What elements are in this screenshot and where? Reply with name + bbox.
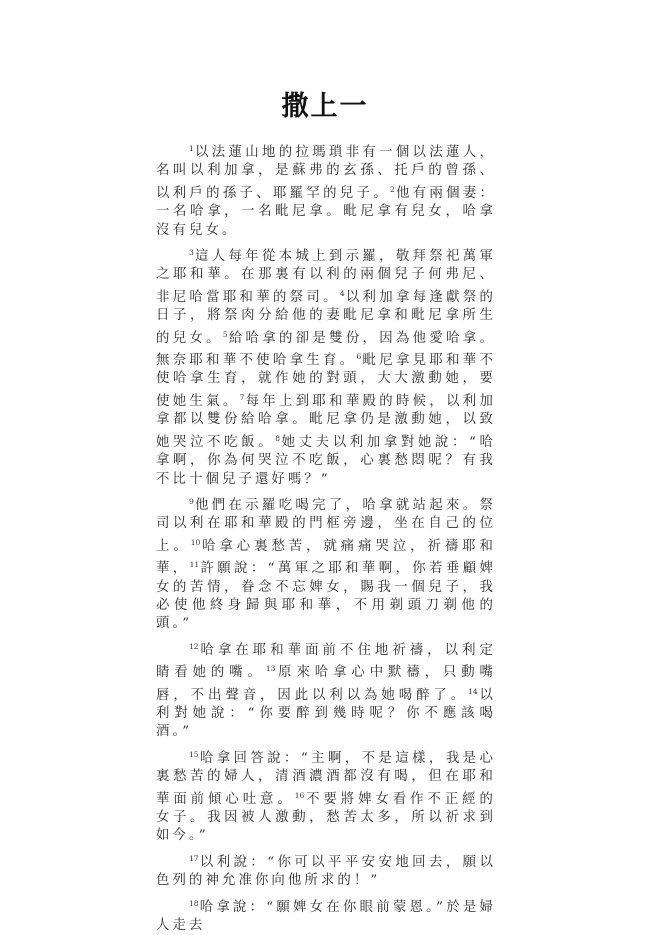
verse-number: 6: [356, 352, 362, 362]
verse-text: 不要將婢女看作不正經的女子。我因被人激動，愁苦太多，所以祈求到如今。”: [156, 791, 496, 844]
verse-number: 18: [189, 898, 199, 908]
chapter-title: 撒上一: [281, 91, 369, 122]
verse-number: 13: [265, 664, 276, 674]
verse-number: 5: [222, 329, 228, 339]
verse-number: 14: [468, 686, 478, 696]
paragraph-3: [156, 493, 496, 634]
verse-number: 15: [189, 749, 199, 759]
verse-text: 給哈拿的卻是雙份，因為他愛哈拿。無奈耶和華不使哈拿生育。: [156, 330, 496, 369]
verse-number: 2: [389, 184, 395, 194]
verse-number: 3: [189, 248, 194, 258]
verse-number: 12: [189, 641, 199, 651]
verse-text: 他們在示羅吃喝完了，哈拿就站起來。祭司以利在耶和華殿的門框旁邊，坐在自己的位上。: [156, 497, 496, 554]
verse-text: 這人每年從本城上到示羅，敬拜祭祀萬軍之耶和華。在那裏有以利的兩個兒子何弗尼、非尼哈當耶和華的祭司。: [156, 249, 496, 305]
verse-text: 她丈夫以利加拿對她說：“哈拿啊，你為何哭泣不吃飯，心裏愁悶呢？有我不比十個兒子還好嗎？”: [156, 434, 496, 487]
paragraph-7: [156, 895, 496, 935]
verse-text: 哈拿在耶和華面前不住地祈禱，以利定睛看她的嘴。: [156, 642, 496, 681]
verse-text: 毗尼拿見耶和華不使哈拿生育，就作她的對頭，大大激動她，要使她生氣。: [156, 353, 496, 409]
verse-number: 1: [189, 144, 194, 153]
verse-text: 以法蓮山地的拉瑪瑣非有一個以法蓮人，名叫以利加拿，是蘇弗的玄孫、托戶的曾孫、以利戶的孫子、耶羅罕的兒子。: [156, 145, 496, 201]
paragraph-1: [156, 140, 496, 240]
paragraph-2: [156, 244, 496, 489]
verse-text: 哈拿心裏愁苦，就痛痛哭泣，祈禱耶和華，: [156, 538, 497, 577]
verse-text: 許願說：“萬軍之耶和華啊，你若垂顧婢女的苦情，眷念不忘婢女，賜我一個兒子，我必使他終身歸與耶和華，不用剃頭刀剃他的頭。”: [156, 561, 496, 632]
verse-number: 17: [189, 853, 199, 863]
paragraph-5: [156, 746, 496, 846]
verse-number: 7: [239, 392, 245, 402]
verse-text: 以利加拿每逢獻祭的日子，將祭肉分給他的妻毗尼拿和毗尼拿所生的兒女。: [156, 289, 496, 346]
verse-number: 4: [339, 288, 345, 298]
verse-number: 11: [189, 560, 200, 570]
verse-number: 10: [190, 537, 201, 547]
paragraph-4: [156, 638, 496, 742]
verse-number: 8: [275, 433, 281, 443]
paragraph-6: [156, 850, 496, 891]
verse-number: 9: [189, 496, 194, 506]
verse-text: 他有兩個妻：一名哈拿，一名毗尼拿。毗尼拿有兒女，哈拿沒有兒女。: [156, 185, 496, 238]
verse-text: 以利說：“你可以平平安安地回去，願以色列的神允准你向他所求的！”: [156, 854, 496, 889]
verse-text: 以利對她說：“你要醉到幾時呢？你不應該喝酒。”: [156, 687, 496, 740]
verse-text: 哈拿說：“願婢女在你眼前蒙恩。”於是婦人走去: [156, 899, 496, 934]
verse-number: 16: [294, 790, 305, 800]
verse-text: 原來哈拿心中默禱，只動嘴唇，不出聲音，因此以利以為她喝醉了。: [156, 665, 497, 703]
verse-text: 每年上到耶和華殿的時候，以利加拿都以雙份給哈拿。毗尼拿仍是激動她，以致她哭泣不吃飯。: [156, 393, 497, 450]
verse-text: 哈拿回答說：“主啊，不是這樣，我是心裏愁苦的婦人，清酒濃酒都沒有喝，但在耶和華面前傾心吐意。: [156, 750, 496, 807]
scripture-body: [156, 140, 496, 935]
